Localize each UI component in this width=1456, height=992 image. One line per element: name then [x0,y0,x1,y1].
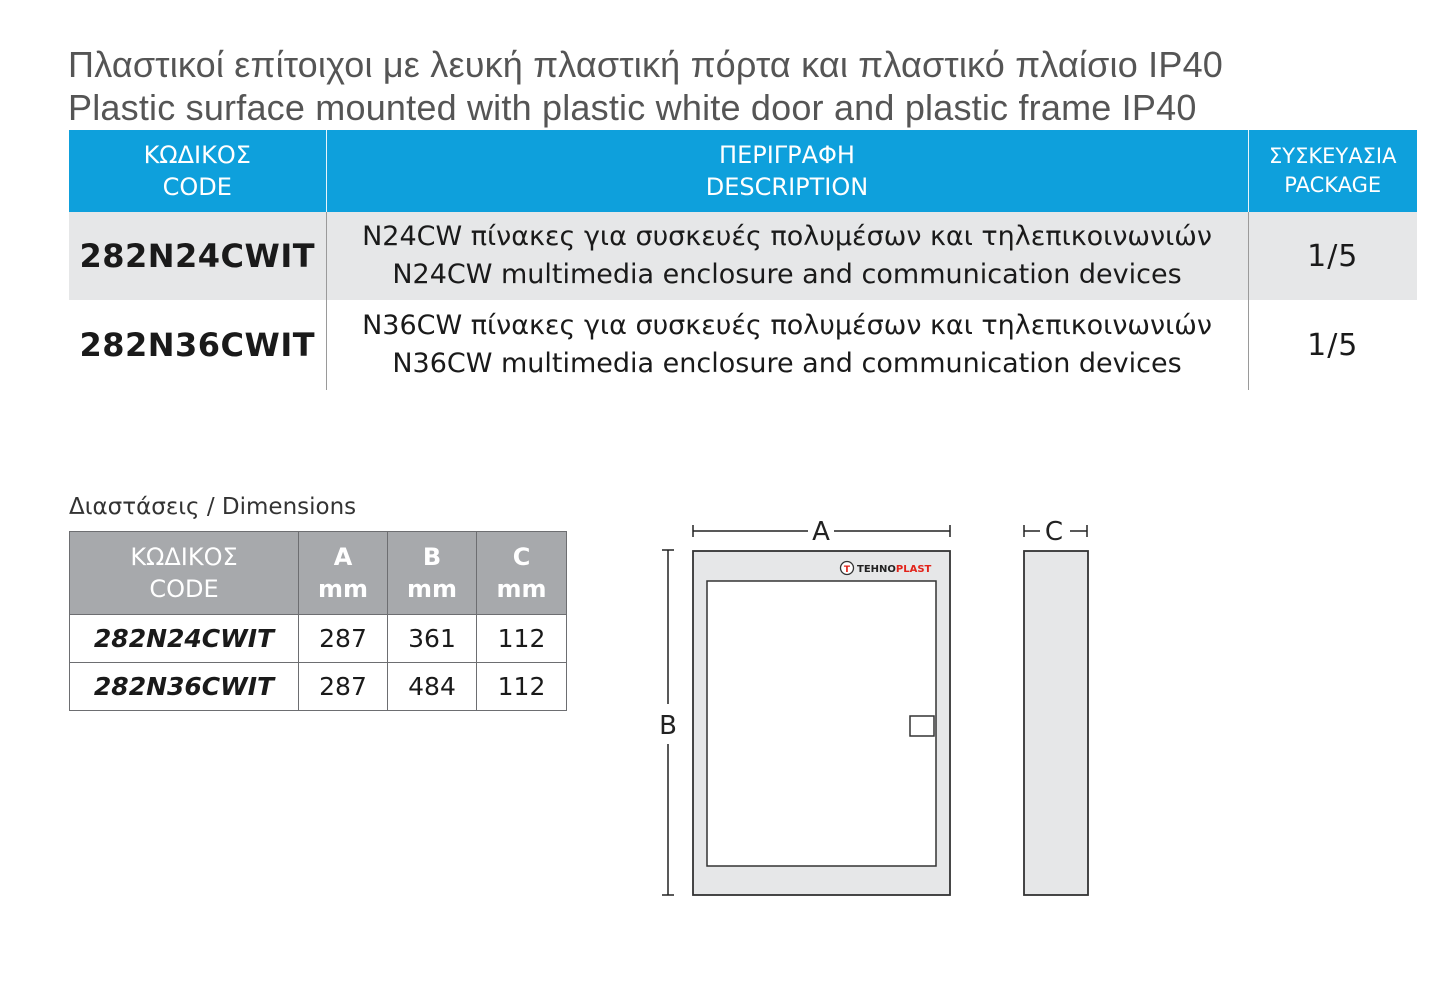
dim-code: 282N24CWIT [70,615,299,663]
products-header-row [69,130,1417,212]
dim-code: 282N36CWIT [70,663,299,711]
product-package: 1/5 [1248,300,1417,390]
enclosure-door [707,581,936,866]
product-code: 282N36CWIT [69,300,326,390]
dim-header-a-label: A [333,543,353,571]
svg-text:TEHNOPLAST [857,564,932,575]
product-description-greek: N24CW πίνακες για συσκευές πολυμέσων και τηλεπικοινωνιών [362,221,1212,252]
logo-text-plast: PLAST [895,564,932,575]
dim-header-b-label: B [422,543,442,571]
product-description-greek: N36CW πίνακες για συσκευές πολυμέσων και τηλεπικοινωνιών [362,310,1212,341]
dim-header-code [70,532,299,615]
header-package-greek: ΣΥΣΚΕΥΑΣΙΑ [1269,144,1397,168]
dim-header-code-greek: ΚΩΔΙΚΟΣ [130,543,238,571]
logo-text-tehno: TEHNO [857,564,896,575]
header-description-english: DESCRIPTION [705,173,869,201]
dimensions-table [69,531,567,711]
door-latch [910,716,934,736]
product-description [326,212,1248,300]
dim-a: 287 [299,615,388,663]
product-description [326,300,1248,390]
dim-header-b-unit: mm [406,575,457,603]
dim-header-a-unit: mm [317,575,368,603]
enclosure-side-view [1024,551,1088,895]
product-description-english: N24CW multimedia enclosure and communication devices [392,259,1182,290]
dimension-c-label: C [1044,517,1064,547]
dim-header-c-unit: mm [496,575,547,603]
enclosure-drawing [640,500,1110,920]
page-title-english: Plastic surface mounted with plastic white door and plastic frame IP40 [68,87,1197,128]
dim-b: 361 [388,615,477,663]
products-table [69,130,1417,390]
header-package-english: PACKAGE [1284,173,1382,197]
dimension-b-label: B [659,711,677,741]
dim-a: 287 [299,663,388,711]
table-row [69,212,1417,300]
product-description-english: N36CW multimedia enclosure and communication devices [392,348,1182,379]
dim-header-c [477,532,567,615]
dim-b: 484 [388,663,477,711]
product-package: 1/5 [1248,212,1417,300]
page-title-greek: Πλαστικοί επίτοιχοι με λευκή πλαστική πόρτα και πλαστικό πλαίσιο IP40 [68,44,1224,85]
table-row [70,615,567,663]
dim-header-a [299,532,388,615]
header-package [1248,130,1417,212]
table-row [70,663,567,711]
dimensions-header-row [70,532,567,615]
header-code [69,130,326,212]
dimension-a-label: A [812,517,830,547]
dimensions-label: Διαστάσεις / Dimensions [69,494,357,520]
dim-header-b [388,532,477,615]
dim-c: 112 [477,663,567,711]
dim-header-code-english: CODE [149,575,219,603]
header-description [326,130,1248,212]
svg-text:T: T [843,565,851,575]
dim-header-c-label: C [512,543,531,571]
header-code-greek: ΚΩΔΙΚΟΣ [143,141,251,169]
header-code-english: CODE [162,173,232,201]
header-description-greek: ΠΕΡΙΓΡΑΦΗ [719,141,855,169]
dim-c: 112 [477,615,567,663]
product-code: 282N24CWIT [69,212,326,300]
table-row [69,300,1417,390]
